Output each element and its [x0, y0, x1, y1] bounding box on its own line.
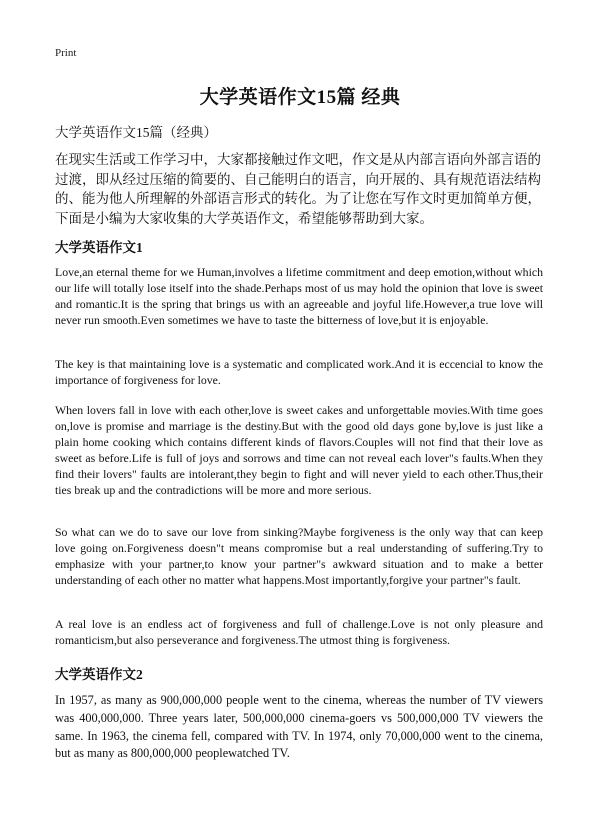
section-1-paragraph-4: So what can we do to save our love from sinking?Maybe forgiveness is the only way that can keep love going on.Forgiveness doesn"t means compromise but a real understanding of suffering.Try to emphasize with your partner,to know your partner"s awkward situation and to make a better understanding of each other no matter what happens.Most importantly,forgive your partner"s fault. — [55, 525, 543, 587]
section-1-paragraph-2: The key is that maintaining love is a systematic and complicated work.And it is eccencial to know the importance of forgiveness for love. — [55, 357, 543, 387]
section-2-paragraph-1: In 1957, as many as 900,000,000 people went to the cinema, whereas the number of TV viewers was 400,000,000. Three years later, 500,000,000 cinema-goers vs 500,000,000 TV viewers the same. In 1963, the cinema fell, compared with TV. In 1974, only 70,000,000 went to the cinema, but as many as 800,000,000 peoplewatched TV. — [55, 693, 543, 761]
section-2-heading: 大学英语作文2 — [55, 667, 143, 682]
document-subtitle: 大学英语作文15篇（经典） — [55, 125, 217, 140]
section-1-paragraph-5: A real love is an endless act of forgiveness and full of challenge.Love is not only pleasure and romanticism,but also perseverance and forgiveness.The utmost thing is forgiveness. — [55, 617, 543, 647]
intro-paragraph: 在现实生活或工作学习中，大家都接触过作文吧，作文是从内部言语向外部言语的过渡，即从经过压缩的简要的、自己能明白的语言，向开展的、具有规范语法结构的、能为他人所理解的外部语言形式的转化。为了让您在写作文时更加简单方便，下面是小编为大家收集的大学英语作文，希望能够帮助到大家。 — [55, 152, 541, 226]
section-1-heading: 大学英语作文1 — [55, 240, 143, 255]
document-title: 大学英语作文15篇 经典 — [199, 87, 401, 108]
section-1-paragraph-3: When lovers fall in love with each other,love is sweet cakes and unforgettable movies.With time goes on,love is promise and marriage is the destiny.But with the good old days gone by,love is just like a plain home cooking which contains different kinds of flavors.Couples will not find that their love as sweet as before.Life is full of joys and sorrows and time can not reveal each lover"s faults.When they find their lovers" faults are intolerant,they begin to fight and will never yield to each other.Thus,their ties break up and the contradictions will be more and more serious. — [55, 403, 543, 497]
section-1-paragraph-1: Love,an eternal theme for we Human,involves a lifetime commitment and deep emotion,without which our life will totally lose itself into the shade.Perhaps most of us may hold the opinion that love is sweet and romantic.It is the spring that brings us with an agreeable and joyful life.However,a true love will never run smooth.Even sometimes we have to taste the bitterness of love,but it is enjoyable. — [55, 265, 543, 327]
print-link[interactable]: Print — [55, 47, 77, 59]
